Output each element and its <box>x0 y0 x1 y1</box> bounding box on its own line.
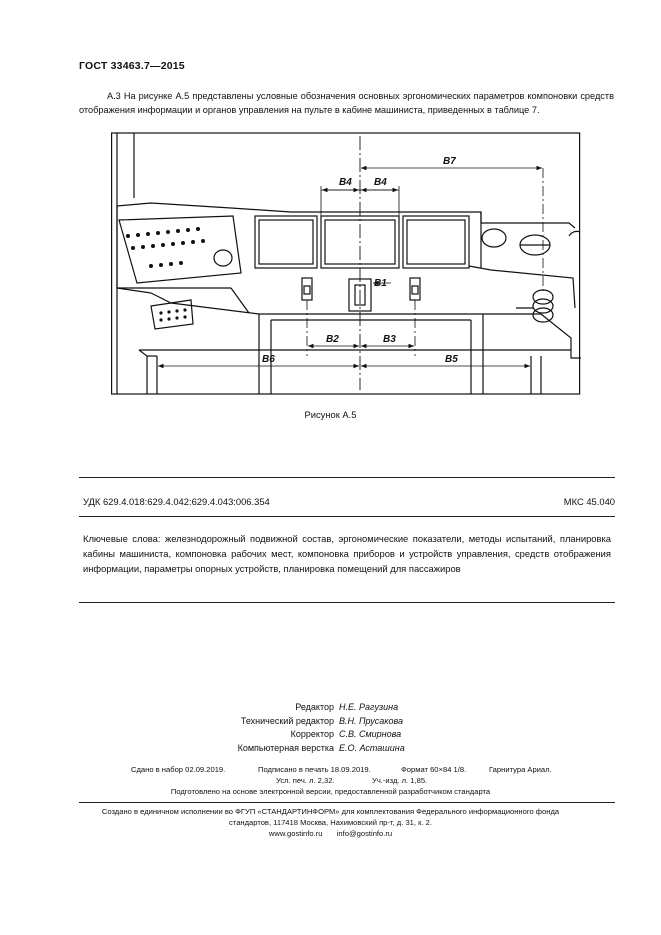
footer-line-1: Создано в единичном исполнении во ФГУП «СТАНДАРТИНФОРМ» для комплектования Федерального информационного фонда <box>101 807 560 816</box>
credit-row <box>0 742 661 756</box>
footer-line-3 <box>0 828 661 839</box>
credit-row <box>0 701 661 715</box>
footer-website-link[interactable]: www.gostinfo.ru <box>268 829 323 839</box>
print-edit-sheets: Уч.-изд. л. 1,85. <box>372 776 428 785</box>
print-typeface: Гарнитура Ариал. <box>489 765 552 774</box>
left-screen <box>255 216 317 268</box>
credit-role: Технический редактор <box>240 715 334 726</box>
udk-code: УДК 629.4.018:629.4.042:629.4.043:006.354 <box>83 496 270 507</box>
print-typeset-date: Сдано в набор 02.09.2019. <box>131 765 226 774</box>
right-screen <box>403 216 469 268</box>
credit-person: С.В. Смирнова <box>339 729 402 740</box>
footer-email-link[interactable]: info@gostinfo.ru <box>336 829 393 839</box>
intro-text: А.3 На рисунке А.5 представлены условные обозначения основных эргономических параметров компоновки средств отображения информации и органов управления на пульте в кабине машиниста, приведенных в таблице 7. <box>79 91 614 115</box>
dim-label-b4-right: В4 <box>374 177 387 188</box>
dim-label-b2: В2 <box>326 334 339 345</box>
divider-footer <box>79 802 615 803</box>
publisher-footer <box>0 806 661 840</box>
dim-label-b4-left: В4 <box>339 177 352 188</box>
round-gauge-1 <box>482 229 506 247</box>
credit-role: Компьютерная верстка <box>237 742 334 753</box>
credit-row <box>0 728 661 742</box>
credit-role: Редактор <box>295 702 334 712</box>
credit-role: Корректор <box>290 729 334 740</box>
footer-line-2: стандартов, 117418 Москва, Нахимовский пр-т, д. 31, к. 2. <box>229 818 432 828</box>
keypad <box>151 300 193 329</box>
cab-console-figure <box>111 128 581 400</box>
credit-row <box>0 715 661 729</box>
intro-paragraph <box>79 89 614 117</box>
dim-label-b3: В3 <box>383 334 396 345</box>
credits-block <box>0 701 661 755</box>
dim-label-b5: В5 <box>445 354 458 365</box>
dim-label-b1: В1 <box>374 278 387 289</box>
dim-label-b7: В7 <box>443 156 456 167</box>
print-info-line-3: Подготовлено на основе электронной версии, предоставленной разработчиком стандарта <box>170 787 491 796</box>
print-format: Формат 60×84 1/8. <box>401 765 467 774</box>
control-lever <box>533 290 553 304</box>
divider-bottom <box>79 602 615 603</box>
mks-code: МКС 45.040 <box>563 496 615 507</box>
dim-label-b6: В6 <box>262 354 275 365</box>
credit-person: Н.Е. Рагузина <box>339 702 399 712</box>
keywords-paragraph: Ключевые слова: железнодорожный подвижной состав, эргономические показатели, методы испытаний, планировка кабины машиниста, компоновка рабочих мест, компоновка приборов и устройств управления, средств отображения информации, параметры опорных устройств, планировка помещений для пассажиров <box>83 533 611 575</box>
divider-top <box>79 477 615 478</box>
credit-person: В.Н. Прусакова <box>339 715 403 726</box>
page-header: ГОСТ 33463.7—2015 <box>79 60 185 72</box>
figure-caption: Рисунок А.5 <box>304 409 357 420</box>
print-sheets: Усл. печ. л. 2,32. <box>276 776 335 785</box>
print-signed-date: Подписано в печать 18.09.2019. <box>258 765 371 774</box>
credit-person: Е.О. Асташина <box>339 742 405 753</box>
divider-middle <box>79 516 615 517</box>
